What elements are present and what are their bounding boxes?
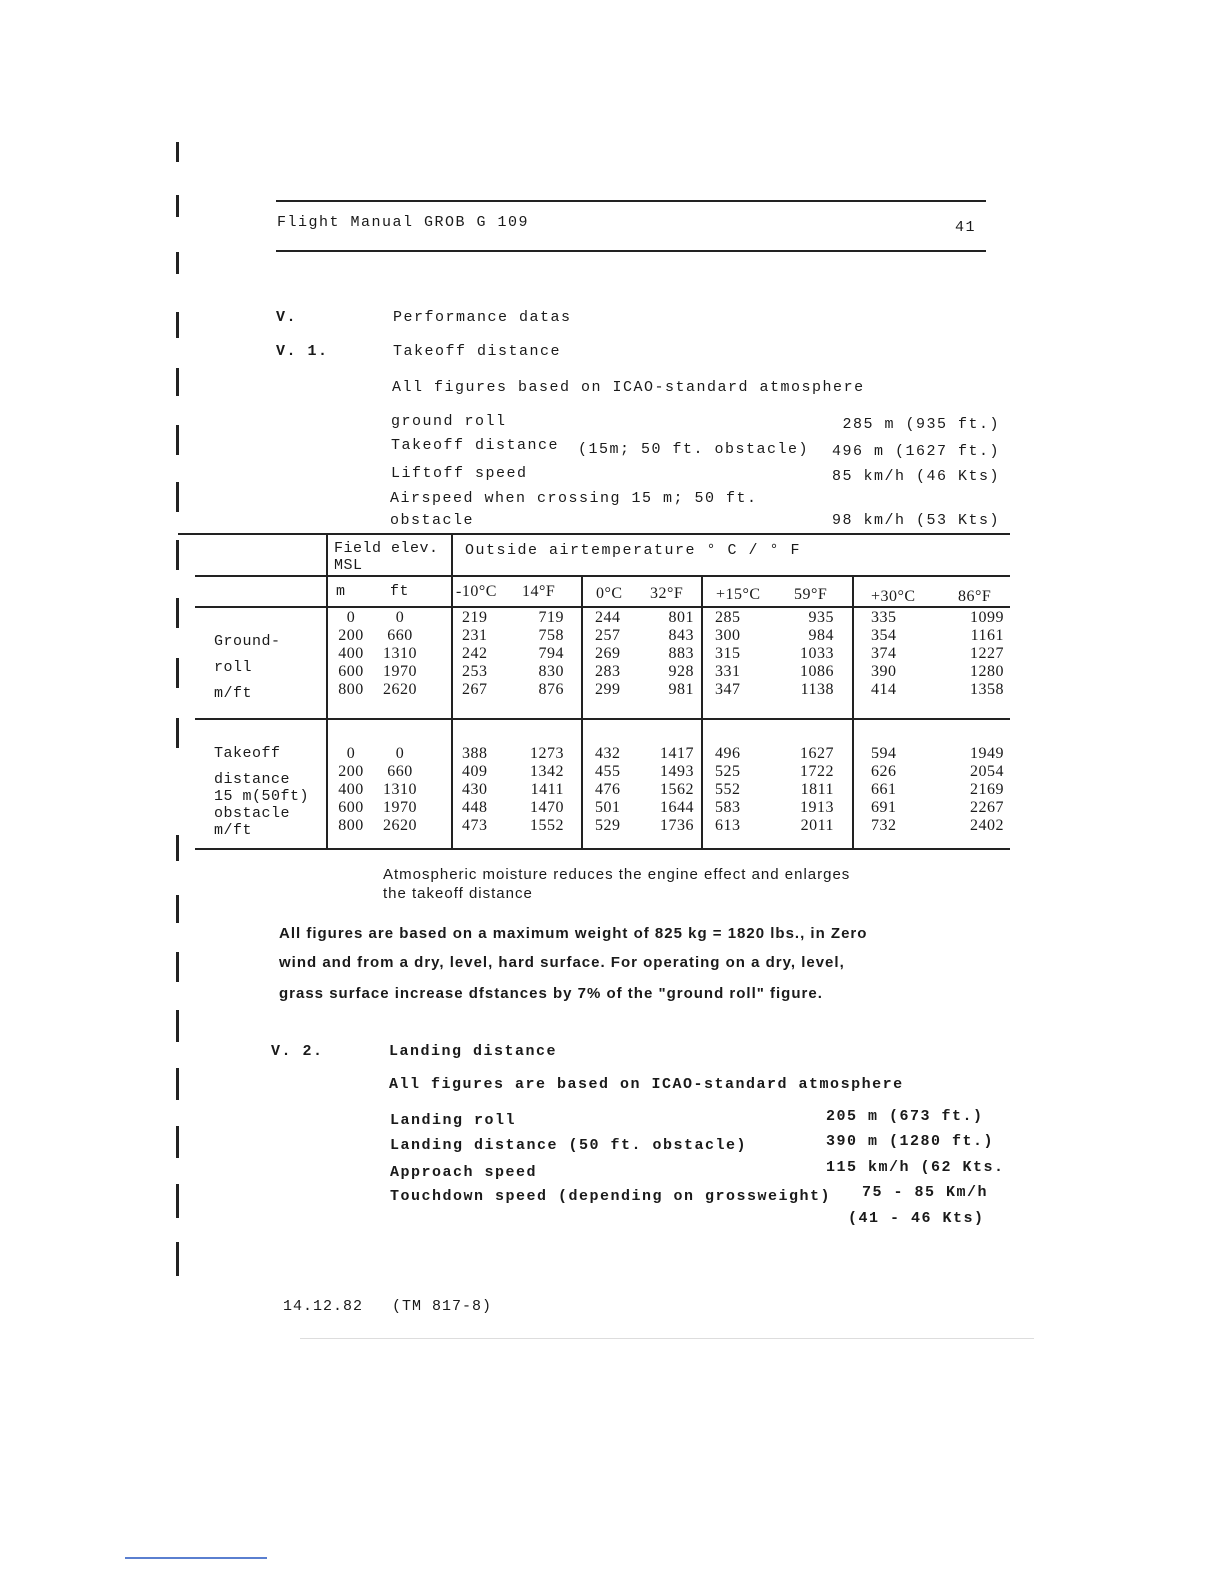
value-ft: 2267 — [970, 799, 1004, 816]
table-col-rule — [326, 533, 328, 850]
spec-label: ground roll — [391, 413, 507, 430]
field-elevation-ft: 2620 — [383, 681, 417, 698]
value-m: 244 — [595, 609, 621, 626]
value-ft: 1562 — [660, 781, 694, 798]
spec-value: 390 m (1280 ft.) — [826, 1133, 995, 1150]
margin-mark — [176, 368, 179, 396]
value-m: 432 — [595, 745, 621, 762]
value-m: 315 — [715, 645, 741, 662]
spec-value: 496 m (1627 ft.) — [831, 443, 1000, 460]
field-elevation-ft: 1970 — [383, 663, 417, 680]
field-elev-header: Field elev. — [334, 540, 439, 557]
spec-label-cont: obstacle — [390, 512, 475, 529]
value-m: 253 — [462, 663, 488, 680]
temp-f-header: 86°F — [958, 588, 992, 605]
value-m: 455 — [595, 763, 621, 780]
value-ft: 1627 — [800, 745, 834, 762]
takeoff-distance-label: Takeoff — [214, 745, 281, 762]
value-ft: 2054 — [970, 763, 1004, 780]
section-title: Performance datas — [393, 309, 572, 326]
page-edge-rule — [300, 1338, 1034, 1339]
margin-mark — [176, 482, 179, 512]
unit-m-header: m — [336, 583, 346, 600]
temperature-header: Outside airtemperature ° C / ° F — [465, 542, 802, 559]
table-rule — [195, 848, 1010, 850]
value-ft: 2402 — [970, 817, 1004, 834]
takeoff-distance-label: obstacle — [214, 805, 291, 822]
value-m: 529 — [595, 817, 621, 834]
temp-c-header: -10°C — [456, 583, 497, 600]
value-ft: 2169 — [970, 781, 1004, 798]
value-ft: 801 — [668, 609, 694, 626]
field-elev-header-msl: MSL — [334, 557, 363, 574]
spec-label: Landing distance (50 ft. obstacle) — [390, 1137, 748, 1154]
value-ft: 1552 — [530, 817, 564, 834]
value-m: 661 — [871, 781, 897, 798]
table-rule — [195, 606, 1010, 608]
margin-mark — [176, 1010, 179, 1042]
value-ft: 883 — [668, 645, 694, 662]
value-ft: 981 — [668, 681, 694, 698]
subsection-title: Takeoff distance — [393, 343, 562, 360]
table-col-rule — [451, 533, 453, 850]
spec-label: Airspeed when crossing 15 m; 50 ft. — [390, 490, 758, 507]
spec-label: Liftoff speed — [391, 465, 528, 482]
spec-note: (15m; 50 ft. obstacle) — [578, 441, 810, 458]
footer-reference: (TM 817-8) — [392, 1298, 493, 1315]
value-m: 390 — [871, 663, 897, 680]
value-ft: 935 — [808, 609, 834, 626]
spec-label: Takeoff distance — [391, 437, 560, 454]
margin-mark — [176, 895, 179, 923]
temp-f-header: 14°F — [522, 583, 556, 600]
ground-roll-unit: m/ft — [214, 685, 253, 702]
value-m: 374 — [871, 645, 897, 662]
field-elevation-ft: 660 — [387, 763, 413, 780]
field-elevation-m: 200 — [338, 763, 364, 780]
temp-f-header: 59°F — [794, 586, 828, 603]
moisture-note-cont: the takeoff distance — [383, 885, 533, 902]
value-ft: 1811 — [800, 781, 834, 798]
field-elevation-ft: 660 — [387, 627, 413, 644]
takeoff-basis: All figures based on ICAO-standard atmosphere — [392, 379, 865, 396]
spec-value: 285 m (935 ft.) — [842, 416, 1000, 433]
unit-ft-header: ft — [390, 583, 410, 600]
margin-mark — [176, 252, 179, 274]
temp-c-header: +15°C — [716, 586, 761, 603]
value-ft: 1644 — [660, 799, 694, 816]
margin-mark — [176, 718, 179, 748]
value-m: 285 — [715, 609, 741, 626]
value-m: 283 — [595, 663, 621, 680]
value-m: 626 — [871, 763, 897, 780]
value-ft: 1411 — [530, 781, 564, 798]
spec-label: Approach speed — [390, 1164, 538, 1181]
value-m: 299 — [595, 681, 621, 698]
value-m: 691 — [871, 799, 897, 816]
value-ft: 1722 — [800, 763, 834, 780]
value-ft: 794 — [538, 645, 564, 662]
field-elevation-ft: 2620 — [383, 817, 417, 834]
page-number: 41 — [955, 219, 977, 236]
table-rule — [178, 533, 1010, 535]
spec-value: 205 m (673 ft.) — [826, 1108, 984, 1125]
field-elevation-m: 600 — [338, 663, 364, 680]
value-m: 496 — [715, 745, 741, 762]
spec-value: 115 km/h (62 Kts. — [826, 1159, 1005, 1176]
margin-mark — [176, 1126, 179, 1158]
value-m: 354 — [871, 627, 897, 644]
value-m: 300 — [715, 627, 741, 644]
temp-c-header: +30°C — [871, 588, 916, 605]
spec-label: Landing roll — [390, 1112, 517, 1129]
ground-roll-label: Ground- — [214, 633, 281, 650]
subsection-number: V. 2. — [271, 1043, 324, 1060]
value-ft: 2011 — [800, 817, 834, 834]
field-elevation-m: 400 — [338, 645, 364, 662]
value-ft: 830 — [538, 663, 564, 680]
weight-note: All figures are based on a maximum weight of 825 kg = 1820 lbs., in Zero — [279, 925, 868, 942]
value-m: 525 — [715, 763, 741, 780]
margin-mark — [176, 142, 179, 162]
temp-c-header: 0°C — [596, 585, 623, 602]
value-m: 335 — [871, 609, 897, 626]
field-elevation-m: 0 — [346, 745, 356, 762]
field-elevation-ft: 1310 — [383, 645, 417, 662]
spec-value-kts: (41 - 46 Kts) — [848, 1210, 985, 1227]
field-elevation-ft: 1310 — [383, 781, 417, 798]
manual-title: Flight Manual GROB G 109 — [277, 214, 530, 231]
value-ft: 1033 — [800, 645, 834, 662]
spec-label: Touchdown speed (depending on grossweight) — [390, 1188, 832, 1205]
value-m: 552 — [715, 781, 741, 798]
margin-mark — [176, 952, 179, 982]
field-elevation-m: 200 — [338, 627, 364, 644]
margin-mark — [176, 598, 179, 628]
value-ft: 1086 — [800, 663, 834, 680]
value-m: 414 — [871, 681, 897, 698]
value-m: 257 — [595, 627, 621, 644]
takeoff-distance-label: distance — [214, 771, 291, 788]
value-m: 231 — [462, 627, 488, 644]
value-ft: 1099 — [970, 609, 1004, 626]
table-rule — [195, 718, 1010, 720]
margin-mark — [176, 658, 179, 688]
value-m: 430 — [462, 781, 488, 798]
field-elevation-ft: 0 — [395, 609, 405, 626]
header-rule-top — [276, 200, 986, 202]
field-elevation-ft: 1970 — [383, 799, 417, 816]
temp-f-header: 32°F — [650, 585, 684, 602]
table-col-rule — [852, 575, 854, 850]
value-ft: 1273 — [530, 745, 564, 762]
field-elevation-m: 400 — [338, 781, 364, 798]
value-m: 501 — [595, 799, 621, 816]
field-elevation-ft: 0 — [395, 745, 405, 762]
value-m: 219 — [462, 609, 488, 626]
blue-rule — [125, 1557, 267, 1559]
field-elevation-m: 800 — [338, 681, 364, 698]
value-ft: 1417 — [660, 745, 694, 762]
value-m: 331 — [715, 663, 741, 680]
footer-date: 14.12.82 — [283, 1298, 364, 1315]
value-ft: 1161 — [970, 627, 1004, 644]
table-col-rule — [701, 575, 703, 850]
margin-mark — [176, 425, 179, 455]
value-ft: 1736 — [660, 817, 694, 834]
field-elevation-m: 0 — [346, 609, 356, 626]
value-m: 583 — [715, 799, 741, 816]
value-ft: 1949 — [970, 745, 1004, 762]
value-ft: 984 — [808, 627, 834, 644]
moisture-note: Atmospheric moisture reduces the engine effect and enlarges — [383, 866, 851, 883]
takeoff-distance-label: 15 m(50ft) — [214, 788, 310, 805]
value-m: 269 — [595, 645, 621, 662]
value-m: 409 — [462, 763, 488, 780]
value-ft: 1138 — [800, 681, 834, 698]
weight-note: wind and from a dry, level, hard surface. For operating on a dry, level, — [279, 954, 845, 971]
value-ft: 876 — [538, 681, 564, 698]
ground-roll-label: roll — [214, 659, 253, 676]
margin-mark — [176, 1242, 179, 1276]
value-ft: 1470 — [530, 799, 564, 816]
value-m: 613 — [715, 817, 741, 834]
spec-value: 98 km/h (53 Kts) — [831, 512, 1000, 529]
value-m: 732 — [871, 817, 897, 834]
value-ft: 1342 — [530, 763, 564, 780]
landing-basis: All figures are based on ICAO-standard atmosphere — [389, 1076, 904, 1093]
value-ft: 928 — [668, 663, 694, 680]
margin-mark — [176, 195, 179, 217]
margin-mark — [176, 312, 179, 338]
field-elevation-m: 800 — [338, 817, 364, 834]
spec-value: 85 km/h (46 Kts) — [831, 468, 1000, 485]
value-m: 242 — [462, 645, 488, 662]
margin-mark — [176, 540, 179, 570]
value-m: 388 — [462, 745, 488, 762]
value-m: 347 — [715, 681, 741, 698]
value-m: 448 — [462, 799, 488, 816]
header-rule-bottom — [276, 250, 986, 252]
value-m: 267 — [462, 681, 488, 698]
value-ft: 719 — [538, 609, 564, 626]
value-m: 594 — [871, 745, 897, 762]
value-ft: 1913 — [800, 799, 834, 816]
value-ft: 1358 — [970, 681, 1004, 698]
section-number: V. — [276, 309, 298, 326]
value-ft: 843 — [668, 627, 694, 644]
value-ft: 758 — [538, 627, 564, 644]
subsection-number: V. 1. — [276, 343, 329, 360]
subsection-title: Landing distance — [389, 1043, 558, 1060]
weight-note: grass surface increase dfstances by 7% of the "ground roll" figure. — [279, 985, 823, 1002]
margin-mark — [176, 835, 179, 861]
value-m: 476 — [595, 781, 621, 798]
table-col-rule — [581, 575, 583, 850]
spec-value: 75 - 85 Km/h — [862, 1184, 989, 1201]
table-rule — [195, 575, 1010, 577]
value-ft: 1227 — [970, 645, 1004, 662]
takeoff-distance-unit: m/ft — [214, 822, 253, 839]
value-ft: 1280 — [970, 663, 1004, 680]
margin-mark — [176, 1184, 179, 1218]
value-m: 473 — [462, 817, 488, 834]
field-elevation-m: 600 — [338, 799, 364, 816]
value-ft: 1493 — [660, 763, 694, 780]
margin-mark — [176, 1068, 179, 1100]
